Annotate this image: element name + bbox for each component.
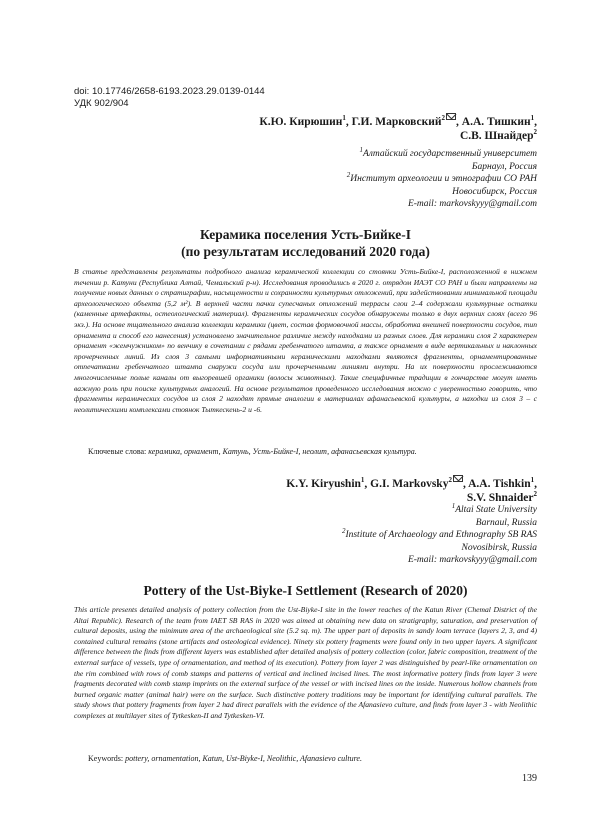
udk: УДК 902/904: [74, 98, 129, 109]
keywords-ru: Ключевые слова: керамика, орнамент, Катунь, Усть-Бийке-I, неолит, афанасьевская культура.: [88, 447, 417, 456]
envelope-icon: [446, 113, 456, 120]
title-ru: Керамика поселения Усть-Бийке-I (по результатам исследований 2020 года): [181, 227, 430, 259]
doi: doi: 10.17746/2658-6193.2023.29.0139-0144: [74, 86, 265, 97]
title-en: Pottery of the Ust-Biyke-I Settlement (Research of 2020): [143, 583, 468, 598]
abstract-ru: В статье представлены результаты подробного анализа керамической коллекции со стоянки Усть-Бийке-I, расположенной в нижнем течении р. Катуни (Республика Алтай, Чемальский р-н). Исследования проводились в 2020 г. отрядом ИАЭТ СО РАН и были направлены на получение новых данных о стратиграфии, насыщенности и сохранности культурных отложений, при задействовании минимальной площади археологического объекта (5,2 м²). В верхней части пачки супесчаных отложений террасы слои 2–4 содержали культурные остатки (каменные артефакты, остеологический материал). Фрагменты керамических сосудов обнаружены только в двух верхних слоях (всего 96 экз.). На основе тщательного анализа коллекции керамики (цвет, состав формовочной массы, обработка внешней поверхности сосудов, тип орнамента и способ его нанесения) установлено значительное различие между находками из разных слоев. Для керамики слоя 2 характерен орнамент «жемчужником» по венчику в сочетании с рядами гребенчатого штампа, а также орнамент в виде вертикальных и наклонных прочерченных линий. Из слоя 3 самыми информативными керамическими находками являются фрагменты, орнаментированные отпечатками гребенчатого штампа снаружи сосуда или прочерченными линиями внутри. На их поверхности прослеживаются многочисленные полые каналы от выгоревшей органики (волосы животных). Такие специфичные традиции в гончарстве могут иметь важную роль при поиске культурных аналогий. На основе результатов проведенного исследования можно с уверенностью говорить, что фрагменты керамических сосудов из слоя 2 находят прямые аналогии в материалах афанасьевской культуры, а находки из слоя 3 – с неолитическими комплексами стоянок Тыткескень-2 и -6.: [74, 267, 537, 414]
envelope-icon: [453, 475, 463, 482]
page-number: 139: [522, 773, 537, 784]
affiliations-ru: $^1$Алтайский государственный университет Барнаул, Россия $^2$Институт археологии и этнографии СО РАН Новосибирск, Россия E-mail: markovskyyy@gmail.com: [346, 145, 537, 209]
authors-en: K.Y. Kiryushin$^1$, G.I. Markovsky$^2$ , A.A. Tishkin$^1$, S.V. Shnaider$^2$: [286, 476, 537, 504]
keywords-en: Keywords: pottery, ornamentation, Katun, Ust-Biyke-I, Neolithic, Afanasievo culture.: [88, 754, 362, 763]
affiliations-en: $^1$Altai State University Barnaul, Russia $^2$Institute of Archaeology and Ethnography SB RAS Novosibirsk, Russia E-mail: markovskyyy@gmail.com: [341, 501, 537, 565]
abstract-en: This article presents detailed analysis of pottery collection from the Ust-Biyke-I site in the lower reaches of the Katun River (Chemal District of the Altai Republic). Research of the team from IAET SB RAS in 2020 was aimed at obtaining new data on stratigraphy, saturation, and preservation of cultural deposits, using the minimum area of the archaeological site (5.2 sq. m). The upper part of deposits in sandy loam terrace (layers 2, 3, and 4) contained cultural remains (stone artifacts and osteological evidence). Ninety six pottery fragments were found only in two upper layers. A significant difference between the finds from different layers was established after detailed analysis of pottery collection (color, fabric composition, treatment of the external surface of vessels, type of ornamentation, and method of its execution). Pottery from layer 2 was distinguished by pearl-like ornamentation on the rim combined with rows of comb stamps and patterns of vertical and inclined incised lines. The most informative pottery finds from layer 3 were fragments decorated with comb stamp imprints on the external surface of the vessel or with incised lines on the inside. Numerous hollow channels from burned organic matter (animal hair) were on the surface. Such distinctive pottery traditions may be important for identifying cultural parallels. The study shows that pottery fragments from layer 2 had direct parallels with the evidence of the Afanasievo culture, and finds from layer 3 - with Neolithic complexes at multilayer sites of Tytkesken-II and Tytkesken-VI.: [74, 605, 537, 720]
authors-ru: К.Ю. Кирюшин$^1$, Г.И. Марковский$^2$ , А.А. Тишкин$^1$, С.В. Шнайдер$^2$: [259, 114, 537, 142]
